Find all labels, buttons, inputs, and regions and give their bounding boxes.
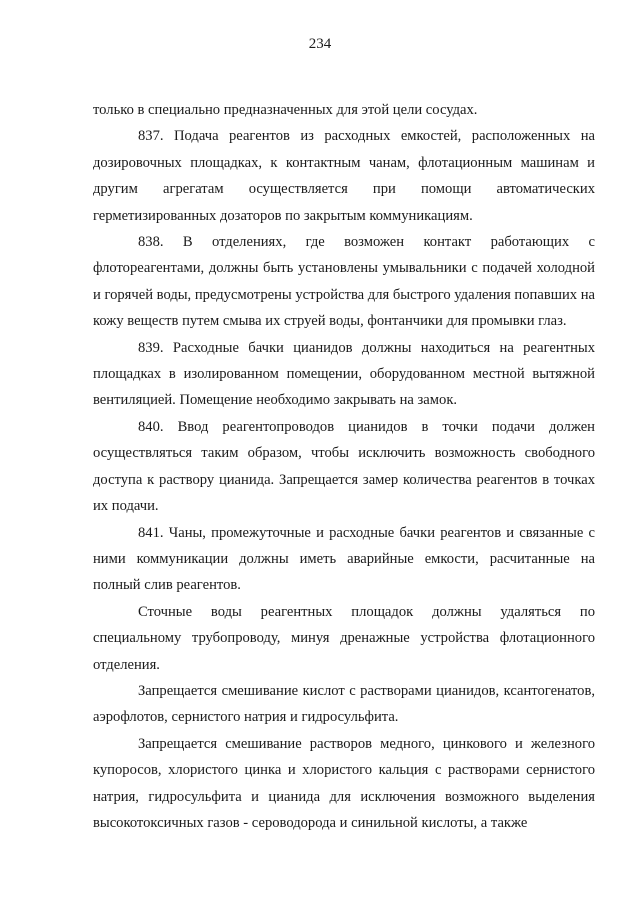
- page-number: 234: [308, 36, 332, 52]
- document-body: [93, 97, 595, 836]
- paragraph-840: 840. Ввод реагентопроводов цианидов в точки подачи должен осуществляться таким образом, чтобы исключить возможность свободного доступа к раствору цианида. Запрещается замер количества реагентов в точках их подачи.: [93, 418, 595, 515]
- paragraph-839: 839. Расходные бачки цианидов должны находиться на реагентных площадках в изолированном помещении, оборудованном местной вытяжной вентиляцией. Помещение необходимо закрывать на замок.: [93, 339, 595, 409]
- paragraph-841: 841. Чаны, промежуточные и расходные бачки реагентов и связанные с ними коммуникации должны иметь аварийные емкости, расчитанные на полный слив реагентов.: [93, 524, 595, 594]
- paragraph-838: 838. В отделениях, где возможен контакт работающих с флотореагентами, должны быть установлены умывальники с подачей холодной и горячей воды, предусмотрены устройства для быстрого удаления попавших на кожу веществ путем смыва их струей воды, фонтанчики для промывки глаз.: [93, 234, 596, 330]
- paragraph-wastewater: Сточные воды реагентных площадок должны удаляться по специальному трубопроводу, минуя дренажные устройства флотационного отделения.: [93, 603, 595, 673]
- paragraph-solution-prohibition: Запрещается смешивание растворов медного, цинкового и железного купоросов, хлористого цинка и хлористого кальция с растворами сернистого натрия, гидросульфита и цианида для исключения возможного выделения высокотоксичных газов - сероводорода и синильной кислоты, а также: [93, 735, 595, 831]
- paragraph-continuation: только в специально предназначенных для этой цели сосудах.: [93, 102, 478, 118]
- paragraph-acid-prohibition: Запрещается смешивание кислот с растворами цианидов, ксантогенатов, аэрофлотов, сернистого натрия и гидросульфита.: [93, 682, 595, 726]
- paragraph-837: 837. Подача реагентов из расходных емкостей, расположенных на дозировочных площадках, к контактным чанам, флотационным машинам и другим агрегатам осуществляется при помощи автоматических герметизированных дозаторов по закрытым коммуникациям.: [93, 128, 595, 224]
